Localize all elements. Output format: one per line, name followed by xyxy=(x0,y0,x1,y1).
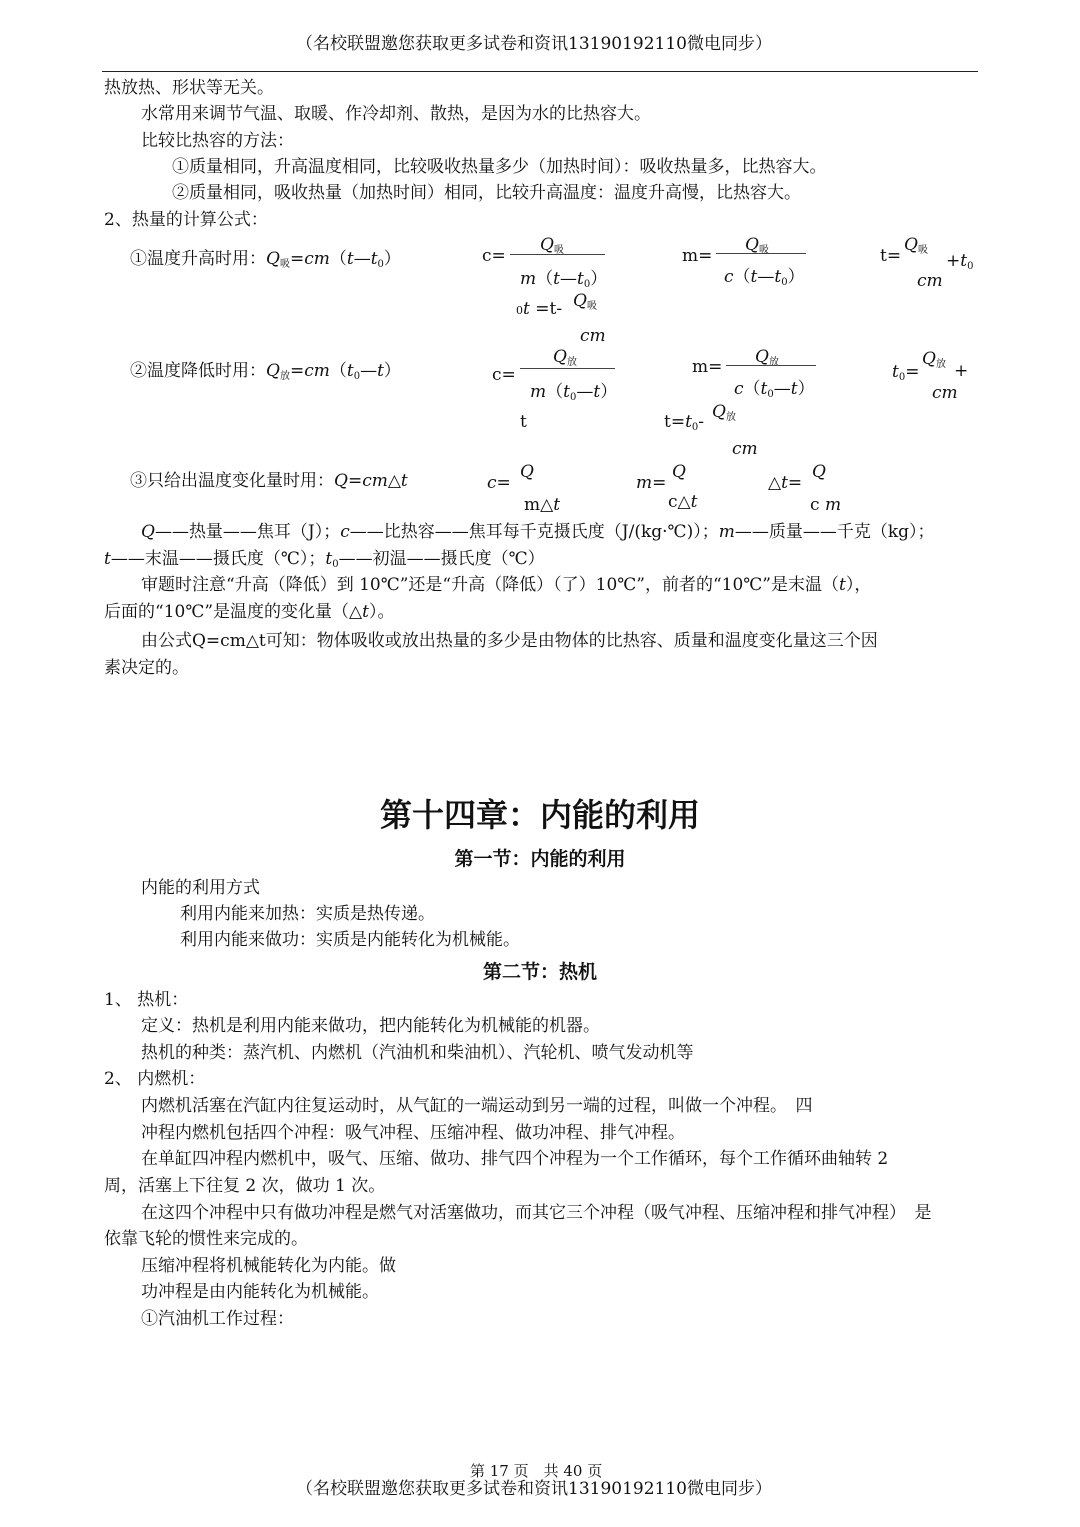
fraction-bar xyxy=(726,365,816,366)
formula-den: m△t xyxy=(524,495,561,515)
text-line: 内燃机活塞在汽缸内往复运动时，从气缸的一端运动到另一端的过程，叫做一个冲程。 四 xyxy=(141,1096,813,1116)
formula-num-q: $Q_吸$ xyxy=(573,291,597,312)
text-line: ①汽油机工作过程： xyxy=(141,1309,294,1329)
formula-den: cm xyxy=(932,383,958,403)
formula-den: $m(t_0—t)$ xyxy=(530,382,618,403)
page-header: （名校联盟邀您获取更多试卷和资讯13190192110微电同步） xyxy=(296,34,772,54)
formula-num-q: $Q_放$ xyxy=(553,347,577,368)
formula-num-q: Q xyxy=(672,462,686,482)
page-number: 第 17 页 共 40 页 xyxy=(470,1462,603,1480)
text-line: 周，活塞上下往复 2 次，做功 1 次。 xyxy=(104,1176,386,1196)
formula-den: $m(t—t_0)$ xyxy=(520,269,608,290)
formula-q: Q xyxy=(266,249,280,269)
text-line: 素决定的。 xyxy=(104,658,189,678)
formula-t0-lhs: $t_0=$ xyxy=(892,362,920,383)
formula-t0: 0t =t- xyxy=(516,299,563,319)
text-line: 由公式Q=cm△t可知：物体吸收或放出热量的多少是由物体的比热容、质量和温度变化量这三个因 xyxy=(141,631,878,651)
text-line: Q——热量——焦耳（J）；c——比热容——焦耳每千克摄氏度（J/(kg·℃)）；m——质量——千克（kg）； xyxy=(141,522,935,542)
text-line: 热放热、形状等无关。 xyxy=(104,78,274,98)
formula-label-text: ③只给出温度变化量时用： xyxy=(130,471,334,491)
text-line: ①质量相同，升高温度相同，比较吸收热量多少（加热时间）：吸收热量多，比热容大。 xyxy=(172,157,827,177)
formula-num-q: $Q_放$ xyxy=(712,402,736,423)
page-footer: （名校联盟邀您获取更多试卷和资讯13190192110微电同步） xyxy=(296,1479,772,1499)
text-line: 依靠飞轮的惯性来完成的。 xyxy=(104,1229,308,1249)
text-line: 水常用来调节气温、取暖、作冷却剂、散热，是因为水的比热容大。 xyxy=(141,104,651,124)
text-line: 利用内能来做功：实质是内能转化为机械能。 xyxy=(180,930,520,950)
formula-num-q: $Q_吸$ xyxy=(745,235,769,256)
formula-den: $c(t—t_0)$ xyxy=(724,267,805,288)
formula-dt-lhs: △t= xyxy=(768,473,803,493)
text-line: 2、热量的计算公式： xyxy=(104,210,268,230)
formula-sub: 吸 xyxy=(279,259,290,270)
text-line: 比较比热容的方法： xyxy=(141,131,294,151)
text-line: 定义：热机是利用内能来做功，把内能转化为机械能的机器。 xyxy=(141,1016,600,1036)
text-line: 审题时注意“升高（降低）到 10℃”还是“升高（降低）（了）10℃”，前者的“10℃”是末温（t）， xyxy=(141,575,872,595)
formula-cm: cm xyxy=(304,249,330,269)
formula-num-q: $Q_吸$ xyxy=(540,235,564,256)
formula-t-lhs: t= xyxy=(880,246,902,266)
formula-den: cm xyxy=(580,326,606,346)
formula-num-q: $Q_放$ xyxy=(755,347,779,368)
fraction-bar xyxy=(716,253,806,254)
formula-label-heating: ①温度升高时用：$Q_吸=cm(t—t_0)$ xyxy=(130,249,401,270)
formula-plus: + xyxy=(954,361,969,381)
formula-t-eq2: $t=t_0-$ xyxy=(664,412,705,433)
text-line: 1、 热机： xyxy=(104,990,189,1010)
text-line: 利用内能来加热：实质是热传递。 xyxy=(180,904,435,924)
formula-label-text: ①温度升高时用： xyxy=(130,249,266,269)
formula-num-q: Q xyxy=(520,462,534,482)
formula-label-cooling: ②温度降低时用：$Q_放=cm(t_0—t)$ xyxy=(130,361,401,382)
fraction-bar xyxy=(510,254,605,255)
formula-plus-t0: $+t_0$ xyxy=(946,251,974,272)
text-line: 后面的“10℃”是温度的变化量（△t）。 xyxy=(104,602,395,622)
formula-c-lhs: c= xyxy=(492,365,516,385)
formula-label-text: ②温度降低时用： xyxy=(130,361,266,381)
text-line: ②质量相同，吸收热量（加热时间）相同，比较升高温度：温度升高慢，比热容大。 xyxy=(172,183,801,203)
formula-m-lhs: m= xyxy=(692,357,723,377)
section-title: 第一节：内能的利用 xyxy=(454,848,626,870)
section-title: 第二节：热机 xyxy=(482,961,597,983)
formula-num-q: Q xyxy=(812,462,826,482)
formula-den: cm xyxy=(732,439,758,459)
text-line: 在单缸四冲程内燃机中，吸气、压缩、做功、排气四个冲程为一个工作循环，每个工作循环曲轴转 2 xyxy=(141,1149,889,1169)
formula-m-lhs: m= xyxy=(682,246,713,266)
text-line: 冲程内燃机包括四个冲程：吸气冲程、压缩冲程、做功冲程、排气冲程。 xyxy=(141,1123,685,1143)
text-line: 内能的利用方式 xyxy=(141,878,260,898)
text-line: 2、 内燃机： xyxy=(104,1069,206,1089)
text-line: t——末温——摄氏度（℃）；$t_0——$初温——摄氏度（℃） xyxy=(104,549,545,570)
text-line: 在这四个冲程中只有做功冲程是燃气对活塞做功，而其它三个冲程（吸气冲程、压缩冲程和排气冲程） 是 xyxy=(141,1203,932,1223)
formula-c-lhs: c= xyxy=(482,246,506,266)
formula-c-lhs: c= xyxy=(487,473,511,493)
formula-num-q: $Q_放$ xyxy=(922,349,946,370)
header-rule xyxy=(102,71,978,72)
formula-label-delta: ③只给出温度变化量时用：Q=cm△t xyxy=(130,471,408,491)
formula-t: t xyxy=(520,412,527,432)
formula-m-lhs: m= xyxy=(636,473,667,493)
formula-den: $c(t_0—t)$ xyxy=(734,379,815,400)
formula-den: c△t xyxy=(668,492,698,512)
fraction-bar xyxy=(520,368,615,369)
formula-num-q: $Q_吸$ xyxy=(904,235,928,256)
text-line: 功冲程是由内能转化为机械能。 xyxy=(141,1282,379,1302)
text-line: 热机的种类：蒸汽机、内燃机（汽油机和柴油机）、汽轮机、喷气发动机等 xyxy=(141,1043,694,1063)
formula-den: c m xyxy=(810,495,842,515)
formula-den: cm xyxy=(917,271,943,291)
chapter-title: 第十四章：内能的利用 xyxy=(379,796,700,834)
text-line: 压缩冲程将机械能转化为内能。做 xyxy=(141,1256,396,1276)
